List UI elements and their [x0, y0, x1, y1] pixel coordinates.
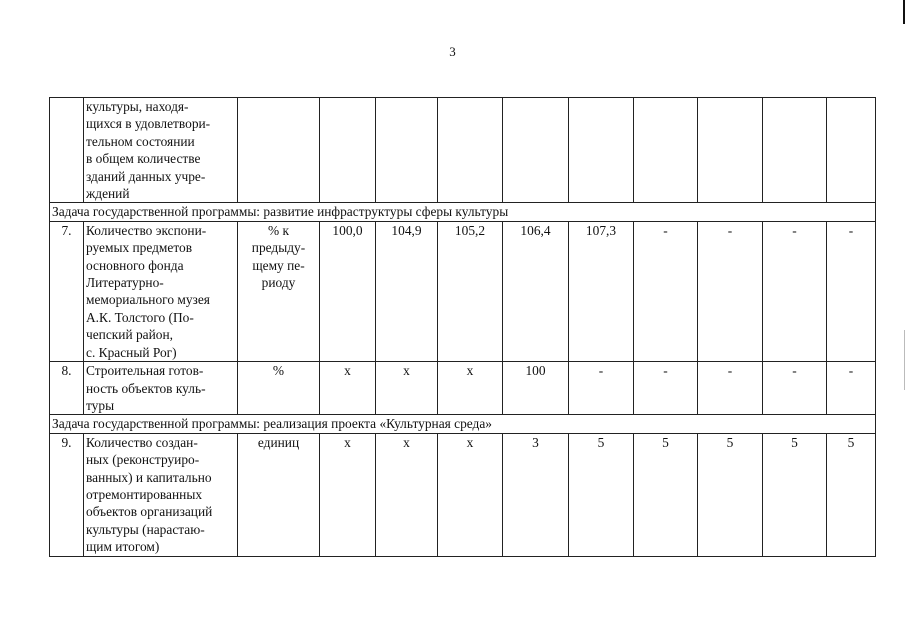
- table-row-9: [50, 433, 876, 556]
- cell-value: -: [763, 221, 827, 361]
- table-row-continuation: [50, 98, 876, 203]
- cell-value: 104,9: [376, 221, 438, 361]
- cell-value: х: [376, 362, 438, 415]
- cell-value: [438, 98, 503, 203]
- cell-num: 9.: [50, 433, 84, 556]
- cell-value: -: [698, 362, 763, 415]
- cell-num: 8.: [50, 362, 84, 415]
- cell-num: [50, 98, 84, 203]
- indicators-table: [49, 97, 876, 557]
- cell-indicator-name: культуры, находя- щихся в удовлетвори- тельном состоянии в общем количестве зданий данных учре- ждений: [84, 98, 238, 203]
- cell-value: -: [827, 362, 876, 415]
- cell-value: 107,3: [569, 221, 634, 361]
- cell-value: 5: [634, 433, 698, 556]
- cell-value: [698, 98, 763, 203]
- cell-value: [320, 98, 376, 203]
- cell-value: х: [376, 433, 438, 556]
- cell-indicator-name: Количество экспони- руемых предметов основного фонда Литературно- мемориального музея А.К. Толстого (По- чепский район, с. Красный Рог): [84, 221, 238, 361]
- cell-value: -: [827, 221, 876, 361]
- task-heading: Задача государственной программы: развитие инфраструктуры сферы культуры: [50, 203, 876, 221]
- table-row-task: [50, 415, 876, 433]
- cell-value: 5: [569, 433, 634, 556]
- cell-value: -: [634, 221, 698, 361]
- cell-value: [376, 98, 438, 203]
- cell-value: 3: [503, 433, 569, 556]
- page-number: 3: [449, 44, 456, 59]
- cell-value: [634, 98, 698, 203]
- cell-indicator-name: Строительная готов- ность объектов куль- туры: [84, 362, 238, 415]
- cell-value: 5: [763, 433, 827, 556]
- cell-unit: единиц: [238, 433, 320, 556]
- cell-value: х: [438, 362, 503, 415]
- cell-value: х: [438, 433, 503, 556]
- cell-unit: %: [238, 362, 320, 415]
- cell-value: х: [320, 433, 376, 556]
- cell-value: -: [634, 362, 698, 415]
- cell-value: 5: [698, 433, 763, 556]
- cell-value: [569, 98, 634, 203]
- cell-value: 106,4: [503, 221, 569, 361]
- task-heading: Задача государственной программы: реализация проекта «Культурная среда»: [50, 415, 876, 433]
- table-row-task: [50, 203, 876, 221]
- cell-value: [503, 98, 569, 203]
- cell-value: [827, 98, 876, 203]
- cell-value: -: [569, 362, 634, 415]
- cell-value: 100,0: [320, 221, 376, 361]
- cell-value: -: [763, 362, 827, 415]
- cell-indicator-name: Количество создан- ных (реконструиро- ванных) и капитально отремонтированных объектов организаций культуры (нарастаю- щим итогом): [84, 433, 238, 556]
- cell-num: 7.: [50, 221, 84, 361]
- cell-unit: [238, 98, 320, 203]
- cell-value: -: [698, 221, 763, 361]
- cell-value: х: [320, 362, 376, 415]
- cell-value: 105,2: [438, 221, 503, 361]
- table-row-8: [50, 362, 876, 415]
- cell-unit: % к предыду- щему пе- риоду: [238, 221, 320, 361]
- cell-value: 5: [827, 433, 876, 556]
- cell-value: [763, 98, 827, 203]
- table-row-7: [50, 221, 876, 361]
- cell-value: 100: [503, 362, 569, 415]
